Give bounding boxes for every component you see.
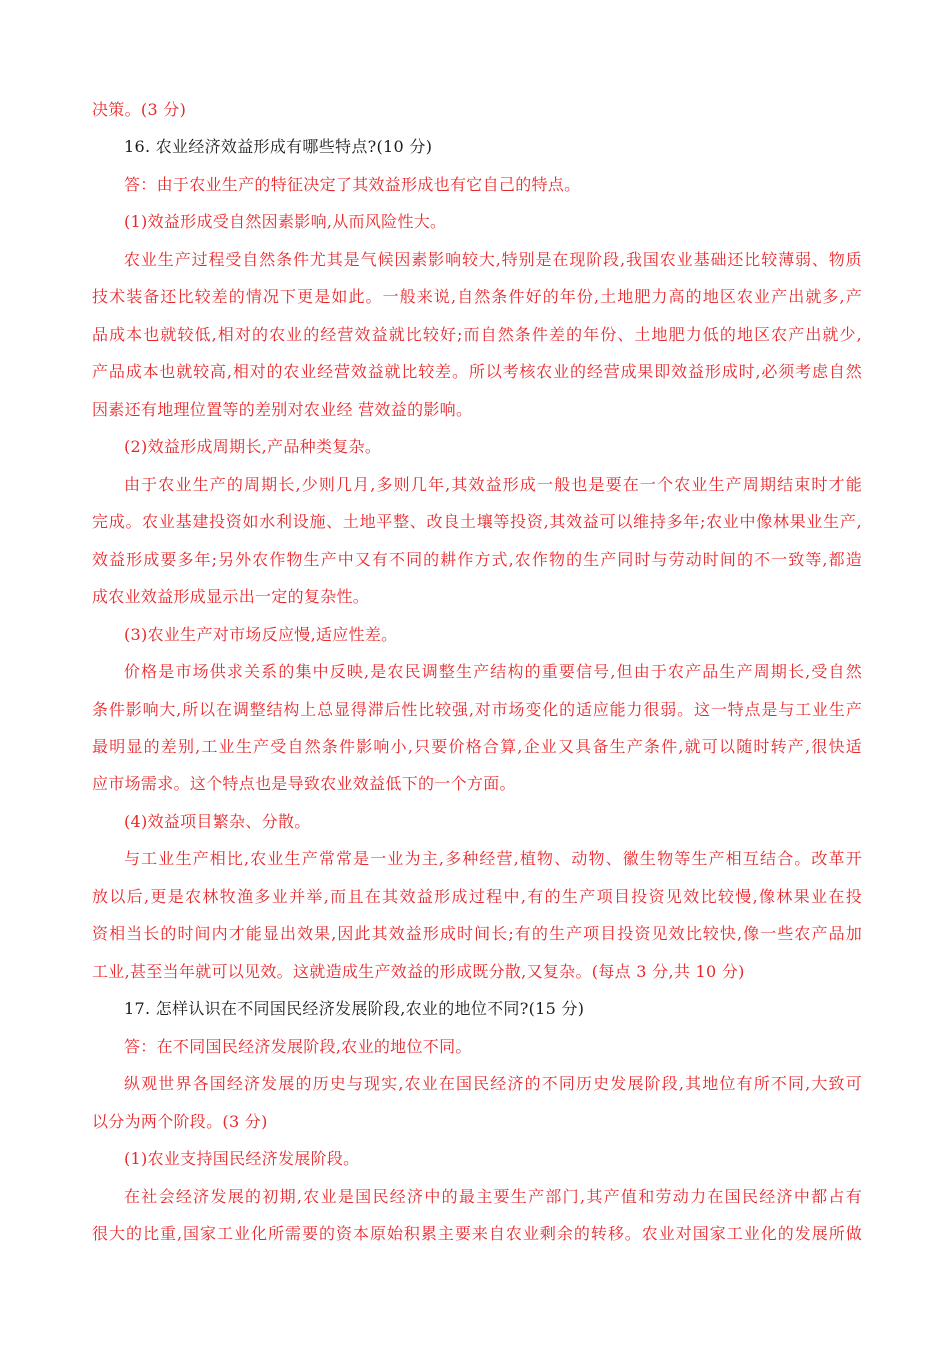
paragraph-line: 成农业效益形成显示出一定的复杂性。 xyxy=(92,587,370,606)
paragraph-line: 最明显的差别,工业生产受自然条件影响小,只要价格合算,企业又具备生产条件,就可以随时转产,很快适 xyxy=(92,737,862,756)
point-heading: (1)效益形成受自然因素影响,从而风险性大。 xyxy=(124,212,447,231)
paragraph-line: 产品成本也就较高,相对的农业经营效益就比较差。所以考核农业的经营成果即效益形成时,必须考虑自然 xyxy=(92,362,862,381)
paragraph-line: 纵观世界各国经济发展的历史与现实,农业在国民经济的不同历史发展阶段,其地位有所不同,大致可 xyxy=(124,1074,862,1093)
paragraph-line: 放以后,更是农林牧渔多业并举,而且在其效益形成过程中,有的生产项目投资见效比较慢,像林果业在投 xyxy=(92,887,862,906)
point-heading: (2)效益形成周期长,产品种类复杂。 xyxy=(124,437,382,456)
point-heading: (4)效益项目繁杂、分散。 xyxy=(124,812,311,831)
point-heading: (3)农业生产对市场反应慢,适应性差。 xyxy=(124,625,398,644)
paragraph-line: 技术装备还比较差的情况下更是如此。一般来说,自然条件好的年份,土地肥力高的地区农业产出就多,产 xyxy=(92,287,862,306)
paragraph-line: 条件影响大,所以在调整结构上总显得滞后性比较强,对市场变化的适应能力很弱。这一特点是与工业生产 xyxy=(92,700,862,719)
paragraph-line: 工业,甚至当年就可以见效。这就造成生产效益的形成既分散,又复杂。(每点 3 分,共 10 分) xyxy=(92,962,745,981)
paragraph-line: 品成本也就较低,相对的农业的经营效益就比较好;而自然条件差的年份、土地肥力低的地区农产出就少, xyxy=(92,325,862,344)
point-heading: (1)农业支持国民经济发展阶段。 xyxy=(124,1149,360,1168)
paragraph-line: 效益形成要多年;另外农作物生产中又有不同的耕作方式,农作物的生产同时与劳动时间的不一致等,都造 xyxy=(92,550,862,569)
paragraph-line: 价格是市场供求关系的集中反映,是农民调整生产结构的重要信号,但由于农产品生产周期长,受自然 xyxy=(124,662,862,681)
question-heading: 17. 怎样认识在不同国民经济发展阶段,农业的地位不同?(15 分) xyxy=(124,999,585,1018)
paragraph-line: 由于农业生产的周期长,少则几月,多则几年,其效益形成一般也是要在一个农业生产周期结束时才能 xyxy=(124,475,862,494)
paragraph-line: 与工业生产相比,农业生产常常是一业为主,多种经营,植物、动物、徽生物等生产相互结合。改革开 xyxy=(124,849,862,868)
paragraph-line: 很大的比重,国家工业化所需要的资本原始积累主要来自农业剩余的转移。农业对国家工业化的发展所做 xyxy=(92,1224,862,1243)
paragraph-line: 应市场需求。这个特点也是导致农业效益低下的一个方面。 xyxy=(92,774,516,793)
paragraph-line: 在社会经济发展的初期,农业是国民经济中的最主要生产部门,其产值和劳动力在国民经济中都占有 xyxy=(124,1187,862,1206)
question-heading: 16. 农业经济效益形成有哪些特点?(10 分) xyxy=(124,137,433,156)
paragraph-line: 以分为两个阶段。(3 分) xyxy=(92,1112,268,1131)
paragraph-line: 农业生产过程受自然条件尤其是气候因素影响较大,特别是在现阶段,我国农业基础还比较薄弱、物质 xyxy=(124,250,862,269)
paragraph-line: 资相当长的时间内才能显出效果,因此其效益形成时间长;有的生产项目投资见效比较快,像一些农产品加 xyxy=(92,924,862,943)
paragraph-line: 因素还有地理位置等的差别对农业经 营效益的影响。 xyxy=(92,400,473,419)
answer-intro: 答：由于农业生产的特征决定了其效益形成也有它自己的特点。 xyxy=(124,175,581,194)
paragraph-line: 完成。农业基建投资如水利设施、土地平整、改良土壤等投资,其效益可以维持多年;农业中像林果业生产, xyxy=(92,512,862,531)
paragraph-line: 决策。(3 分) xyxy=(92,100,187,119)
answer-intro: 答：在不同国民经济发展阶段,农业的地位不同。 xyxy=(124,1037,472,1056)
